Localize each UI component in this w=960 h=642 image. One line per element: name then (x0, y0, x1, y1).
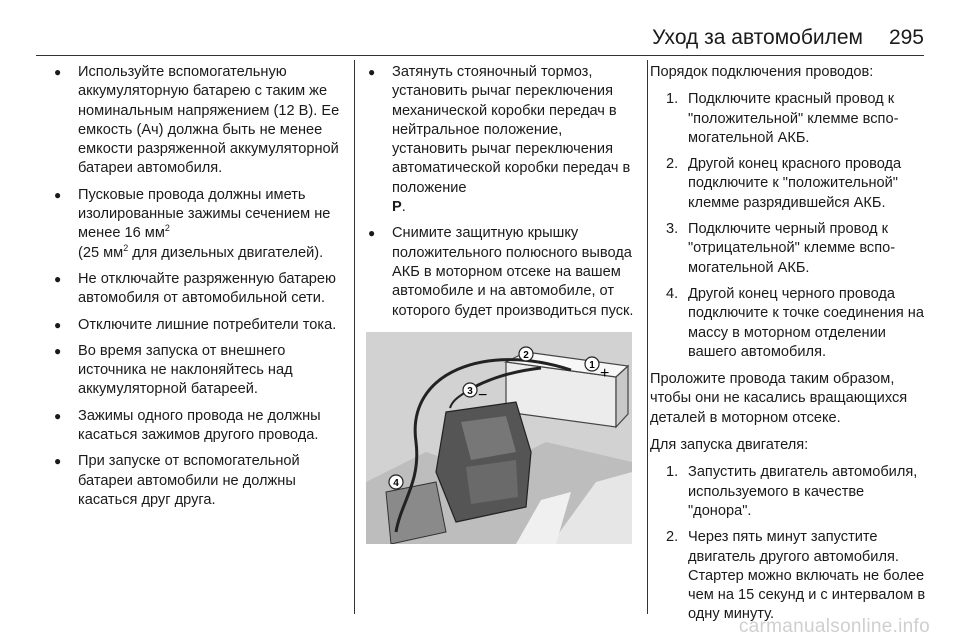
cables-text: (25 мм (78, 244, 124, 261)
plus-sign: + (600, 365, 610, 382)
step-text: Другой конец красного провода подключите к "положительной" клемме разрядившейся АКБ. (688, 156, 902, 211)
parking-brake-text: Затянуть стояночный тормоз, установить рычаг переключения механической коробки передач в нейтральное положение, установить рычаг переключения автоматической коробки передач в положение (392, 64, 631, 196)
header-rule (36, 55, 924, 56)
callout-1: 2 (523, 350, 529, 361)
superscript: 2 (123, 242, 129, 253)
step-text: Через пять минут запустите двигатель другого автомобиля. Стартер можно включать не более чем на 15 секунд и с интервалом в одну минуту. (688, 529, 926, 623)
routing-note: Проложите провода таким образом, чтобы они не касались вращающихся деталей в моторном отсеке. (650, 371, 908, 426)
connection-steps (650, 90, 926, 362)
column-divider-2 (647, 60, 648, 614)
list-item (650, 90, 926, 148)
watermark: carmanualsonline.info (738, 616, 930, 637)
page-header (600, 26, 924, 50)
list-item: ● Используйте вспомогательную аккумуляторную батарею с таким же номинальным напряжением (12 В). Ее емкость (Ач) должна быть не менее емкости разряженной аккумуляторной батареи автомобиля. (54, 63, 350, 179)
step-text: Запустить двигатель автомобиля, используемого в качестве "донора". (688, 464, 918, 519)
step-number: 2. (666, 529, 679, 546)
column-divider-1 (354, 60, 355, 614)
gear-position: P (392, 199, 402, 216)
list-item (650, 155, 926, 213)
start-steps (650, 463, 926, 624)
cables-text: Пусковые провода должны иметь изолированные зажимы сечением не менее 16 мм (78, 186, 331, 242)
step-text: Другой конец черного провода подключите к точке соединения на массу в моторном отделении вашего автомобиля. (688, 285, 924, 360)
section-title: Уход за автомобилем (652, 26, 863, 49)
column-3 (650, 63, 926, 633)
page-number: 295 (888, 26, 924, 49)
list-item: ● При запуске от вспомогательной батареи автомобили не должны касаться друг друга. (54, 452, 350, 510)
start-intro: Для запуска двигателя: (650, 437, 809, 454)
list-item: ● Отключите лишние потребители тока. (54, 316, 350, 335)
step-number: 3. (666, 221, 679, 238)
preparation-list (372, 63, 634, 321)
engine-bay-illustration (366, 332, 632, 544)
engine-bay-drawing (366, 332, 632, 544)
list-item (650, 528, 926, 624)
column-2 (372, 63, 634, 328)
minus-sign: − (478, 387, 488, 404)
list-item (650, 285, 926, 362)
step-text: Подключите красный провод к "положительной" клемме вспомогательной АКБ. (688, 91, 899, 146)
list-item (650, 220, 926, 278)
callout-2: 1 (589, 360, 595, 371)
superscript: 2 (164, 223, 170, 234)
cables-text: для дизельных двигателей). (128, 244, 324, 261)
column-1 (78, 63, 350, 517)
list-item (368, 63, 634, 217)
step-number: 1. (666, 91, 679, 108)
list-item (650, 463, 926, 521)
connection-intro: Порядок подключения проводов: (650, 64, 874, 80)
callout-4: 4 (393, 478, 399, 489)
list-item: ● Не отключайте разряженную батарею автомобиля от автомобильной сети. (54, 270, 350, 309)
list-item (54, 186, 350, 263)
step-number: 1. (666, 464, 679, 481)
callout-3: 3 (467, 386, 473, 397)
step-text: Подключите черный провод к "отрицательной" клемме вспомогательной АКБ. (688, 221, 896, 276)
list-item: ● Снимите защитную крышку положительного полюсного вывода АКБ в моторном отсеке на вашем автомобиле и на автомобиле, от которого будет производиться пуск. (368, 224, 634, 320)
list-item: ● Зажимы одного провода не должны касаться зажимов другого провода. (54, 407, 350, 446)
punctuation: . (401, 199, 406, 216)
step-number: 2. (666, 156, 679, 173)
precautions-list (78, 63, 350, 510)
list-item: ● Во время запуска от внешнего источника не наклоняйтесь над аккумуляторной батареей. (54, 342, 350, 400)
step-number: 4. (666, 285, 679, 302)
